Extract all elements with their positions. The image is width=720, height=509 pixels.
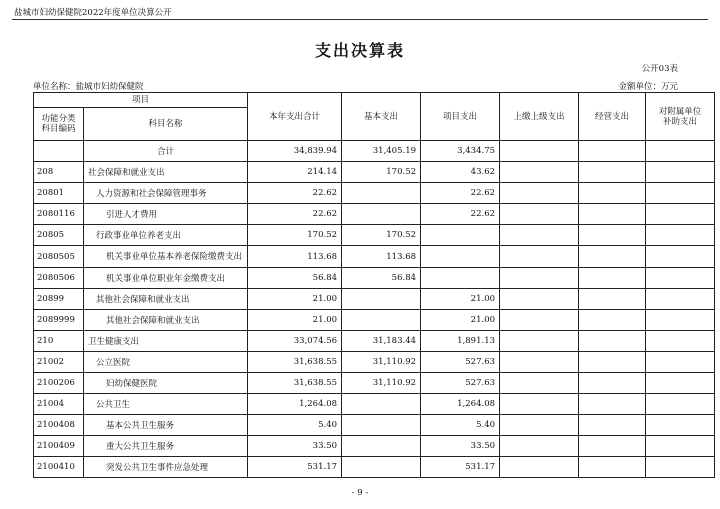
row-total: 31,638.55 [248, 352, 342, 373]
row-total: 214.14 [248, 162, 342, 183]
row-total: 1,264.08 [248, 394, 342, 415]
header-operating-expenditure: 经营支出 [579, 93, 646, 141]
table-row [34, 331, 715, 352]
row-total: 5.40 [248, 415, 342, 436]
row-remittance [500, 225, 579, 246]
row-basic: 56.84 [342, 268, 421, 289]
row-name: 行政事业单位养老支出 [84, 225, 248, 246]
row-basic [342, 457, 421, 478]
header-upper-remittance: 上缴上级支出 [500, 93, 579, 141]
row-project: 3,434.75 [421, 141, 500, 162]
row-code: 2100408 [34, 415, 84, 436]
row-basic [342, 183, 421, 204]
row-project: 527.63 [421, 373, 500, 394]
row-name: 合计 [84, 141, 248, 162]
row-name: 其他社会保障和就业支出 [84, 289, 248, 310]
row-name: 卫生健康支出 [84, 331, 248, 352]
row-subsidy [646, 331, 715, 352]
table-row [34, 204, 715, 225]
page-number: - 9 - [351, 488, 369, 498]
row-code: 2089999 [34, 310, 84, 331]
row-remittance [500, 457, 579, 478]
header-total-expenditure: 本年支出合计 [248, 93, 342, 141]
row-code: 20805 [34, 225, 84, 246]
row-project: 33.50 [421, 436, 500, 457]
row-remittance [500, 373, 579, 394]
row-subsidy [646, 183, 715, 204]
row-remittance [500, 352, 579, 373]
row-remittance [500, 183, 579, 204]
table-row [34, 162, 715, 183]
row-subsidy [646, 436, 715, 457]
table-body [34, 141, 715, 478]
row-operating [579, 352, 646, 373]
row-name: 突发公共卫生事件应急处理 [84, 457, 248, 478]
row-basic: 113.68 [342, 246, 421, 268]
row-total: 170.52 [248, 225, 342, 246]
row-project: 22.62 [421, 204, 500, 225]
row-project: 21.00 [421, 289, 500, 310]
row-subsidy [646, 415, 715, 436]
row-total: 113.68 [248, 246, 342, 268]
row-name: 人力资源和社会保障管理事务 [84, 183, 248, 204]
row-project: 531.17 [421, 457, 500, 478]
row-operating [579, 331, 646, 352]
row-basic: 31,110.92 [342, 352, 421, 373]
row-remittance [500, 268, 579, 289]
row-subsidy [646, 394, 715, 415]
table-row [34, 310, 715, 331]
row-operating [579, 204, 646, 225]
row-subsidy [646, 141, 715, 162]
header-basic-expenditure: 基本支出 [342, 93, 421, 141]
row-total: 56.84 [248, 268, 342, 289]
row-code: 21002 [34, 352, 84, 373]
header-rule [12, 19, 708, 20]
row-basic [342, 204, 421, 225]
row-basic: 31,405.19 [342, 141, 421, 162]
row-code: 2100409 [34, 436, 84, 457]
row-code: 2080506 [34, 268, 84, 289]
header-project-expenditure: 项目支出 [421, 93, 500, 141]
table-row [34, 373, 715, 394]
table-row [34, 183, 715, 204]
row-project: 1,264.08 [421, 394, 500, 415]
row-operating [579, 394, 646, 415]
expenditure-table [33, 92, 715, 478]
row-total: 21.00 [248, 289, 342, 310]
row-project: 5.40 [421, 415, 500, 436]
row-total: 33,074.56 [248, 331, 342, 352]
row-subsidy [646, 310, 715, 331]
table-row [34, 436, 715, 457]
row-project [421, 225, 500, 246]
header-subsidiary-subsidy: 对附属单位 补助支出 [646, 93, 715, 141]
row-name: 其他社会保障和就业支出 [84, 310, 248, 331]
row-name: 重大公共卫生服务 [84, 436, 248, 457]
row-project: 43.62 [421, 162, 500, 183]
table-row [34, 457, 715, 478]
row-project: 22.62 [421, 183, 500, 204]
row-total: 34,839.94 [248, 141, 342, 162]
unit-name: 单位名称：盐城市妇幼保健院 [33, 82, 144, 92]
header-function-code: 功能分类 科目编码 [34, 108, 84, 141]
table-row [34, 246, 715, 268]
row-code: 2080116 [34, 204, 84, 225]
table-row [34, 415, 715, 436]
row-operating [579, 246, 646, 268]
page-title: 支出决算表 [314, 41, 405, 60]
row-operating [579, 436, 646, 457]
row-basic: 31,110.92 [342, 373, 421, 394]
row-code: 2100410 [34, 457, 84, 478]
table-row [34, 225, 715, 246]
row-code: 20899 [34, 289, 84, 310]
row-code: 21004 [34, 394, 84, 415]
row-project [421, 268, 500, 289]
row-project [421, 246, 500, 268]
row-operating [579, 183, 646, 204]
row-operating [579, 310, 646, 331]
row-code: 2080505 [34, 246, 84, 268]
row-name: 机关事业单位职业年金缴费支出 [84, 268, 248, 289]
row-operating [579, 457, 646, 478]
row-basic [342, 289, 421, 310]
row-basic [342, 436, 421, 457]
row-remittance [500, 204, 579, 225]
row-name: 妇幼保健医院 [84, 373, 248, 394]
row-total: 22.62 [248, 204, 342, 225]
row-subsidy [646, 246, 715, 268]
row-remittance [500, 394, 579, 415]
table-row [34, 352, 715, 373]
row-subsidy [646, 373, 715, 394]
row-code: 20801 [34, 183, 84, 204]
row-subsidy [646, 162, 715, 183]
row-subsidy [646, 204, 715, 225]
row-remittance [500, 415, 579, 436]
row-name: 引进人才费用 [84, 204, 248, 225]
row-subsidy [646, 457, 715, 478]
row-total: 531.17 [248, 457, 342, 478]
row-remittance [500, 141, 579, 162]
row-subsidy [646, 268, 715, 289]
row-code: 2100206 [34, 373, 84, 394]
row-basic: 31,183.44 [342, 331, 421, 352]
row-operating [579, 373, 646, 394]
row-remittance [500, 162, 579, 183]
row-remittance [500, 436, 579, 457]
header-subject-name: 科目名称 [84, 108, 248, 141]
row-remittance [500, 310, 579, 331]
row-project: 527.63 [421, 352, 500, 373]
row-remittance [500, 289, 579, 310]
row-operating [579, 289, 646, 310]
header-project: 项目 [34, 93, 248, 108]
row-remittance [500, 246, 579, 268]
row-total: 21.00 [248, 310, 342, 331]
row-code: 210 [34, 331, 84, 352]
row-basic [342, 415, 421, 436]
row-subsidy [646, 225, 715, 246]
row-subsidy [646, 289, 715, 310]
row-name: 公共卫生 [84, 394, 248, 415]
row-name: 社会保障和就业支出 [84, 162, 248, 183]
amount-unit: 金额单位：万元 [618, 82, 678, 92]
table-row [34, 268, 715, 289]
table-row [34, 394, 715, 415]
row-project: 21.00 [421, 310, 500, 331]
row-code [34, 141, 84, 162]
row-basic: 170.52 [342, 225, 421, 246]
row-basic [342, 310, 421, 331]
row-operating [579, 141, 646, 162]
row-total: 33.50 [248, 436, 342, 457]
row-operating [579, 415, 646, 436]
row-name: 机关事业单位基本养老保险缴费支出 [84, 246, 248, 268]
row-subsidy [646, 352, 715, 373]
row-total: 31,638.55 [248, 373, 342, 394]
row-basic [342, 394, 421, 415]
table-row [34, 289, 715, 310]
row-remittance [500, 331, 579, 352]
row-operating [579, 162, 646, 183]
row-basic: 170.52 [342, 162, 421, 183]
row-name: 基本公共卫生服务 [84, 415, 248, 436]
row-code: 208 [34, 162, 84, 183]
table-row [34, 141, 715, 162]
row-total: 22.62 [248, 183, 342, 204]
row-name: 公立医院 [84, 352, 248, 373]
row-project: 1,891.13 [421, 331, 500, 352]
row-operating [579, 268, 646, 289]
table-number: 公开03表 [641, 64, 678, 74]
document-header: 盐城市妇幼保健院2022年度单位决算公开 [14, 8, 172, 18]
row-operating [579, 225, 646, 246]
